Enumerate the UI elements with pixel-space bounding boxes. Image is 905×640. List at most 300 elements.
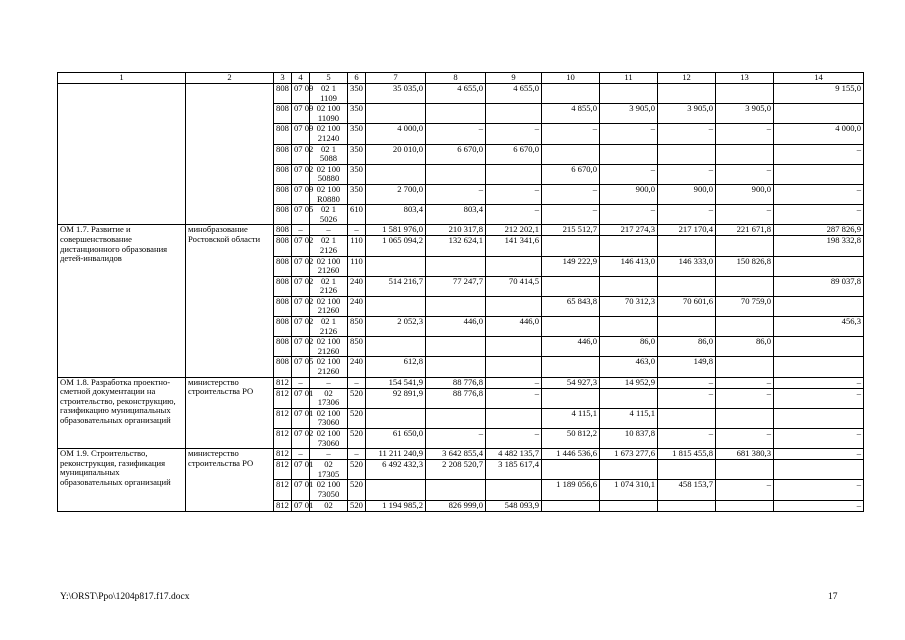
table-cell: 02 100 73050	[310, 480, 348, 500]
table-cell: –	[716, 480, 774, 500]
table-cell	[366, 256, 426, 276]
table-cell: 77 247,7	[426, 276, 486, 296]
table-cell: –	[310, 377, 348, 388]
table-cell: 88 776,8	[426, 377, 486, 388]
table-cell: 1 673 277,6	[600, 449, 658, 460]
measure-name-cell	[58, 84, 186, 225]
table-row	[58, 449, 864, 460]
table-cell: 240	[348, 296, 366, 316]
table-cell: 2 208 520,7	[426, 460, 486, 480]
table-cell: 812	[274, 429, 292, 449]
table-cell: 4 000,0	[774, 124, 864, 144]
table-cell: –	[600, 164, 658, 184]
table-cell: 612,8	[366, 357, 426, 377]
table-cell	[774, 460, 864, 480]
table-cell: 146 413,0	[600, 256, 658, 276]
table-cell: –	[310, 225, 348, 236]
table-cell	[542, 317, 600, 337]
table-cell: 6 670,0	[542, 164, 600, 184]
table-cell: 9 155,0	[774, 84, 864, 104]
header-cell: 5	[310, 73, 348, 84]
table-cell: 803,4	[366, 205, 426, 225]
table-cell	[426, 256, 486, 276]
table-cell: 4 115,1	[542, 408, 600, 428]
table-cell: 287 826,9	[774, 225, 864, 236]
table-cell	[774, 256, 864, 276]
table-cell	[542, 460, 600, 480]
table-cell: –	[600, 205, 658, 225]
table-cell: 02 1 1109	[310, 84, 348, 104]
table-cell: 86,0	[716, 337, 774, 357]
table-cell	[600, 236, 658, 256]
table-cell: 02 1 2126	[310, 276, 348, 296]
budget-table	[57, 72, 864, 512]
table-cell: 456,3	[774, 317, 864, 337]
table-cell: –	[774, 388, 864, 408]
table-cell: –	[774, 429, 864, 449]
table-cell: –	[486, 377, 542, 388]
table-cell	[600, 144, 658, 164]
table-cell: 3 642 855,4	[426, 449, 486, 460]
table-cell: 70 312,3	[600, 296, 658, 316]
table-cell	[600, 388, 658, 408]
table-cell: 02 100 R0880	[310, 184, 348, 204]
table-cell	[542, 236, 600, 256]
table-cell: 240	[348, 276, 366, 296]
table-cell	[426, 357, 486, 377]
table-cell: –	[486, 429, 542, 449]
header-cell: 12	[658, 73, 716, 84]
table-cell	[366, 104, 426, 124]
table-cell: 1 446 536,6	[542, 449, 600, 460]
table-cell	[600, 84, 658, 104]
table-cell: 61 650,0	[366, 429, 426, 449]
table-cell	[716, 357, 774, 377]
table-cell	[716, 408, 774, 428]
table-cell	[542, 84, 600, 104]
table-cell: 1 074 310,1	[600, 480, 658, 500]
table-cell	[542, 276, 600, 296]
table-cell: 520	[348, 408, 366, 428]
table-cell: 3 185 617,4	[486, 460, 542, 480]
table-cell: 808	[274, 84, 292, 104]
header-cell: 7	[366, 73, 426, 84]
table-cell: 217 170,4	[658, 225, 716, 236]
table-cell: 07 01	[292, 500, 310, 511]
table-cell: –	[716, 429, 774, 449]
table-cell: 812	[274, 449, 292, 460]
table-cell: –	[486, 184, 542, 204]
table-cell	[658, 500, 716, 511]
table-cell	[658, 236, 716, 256]
table-cell	[716, 144, 774, 164]
table-cell	[774, 408, 864, 428]
table-cell: 07 01	[292, 460, 310, 480]
table-cell: –	[542, 124, 600, 144]
executor-cell	[186, 84, 274, 225]
table-cell: 3 905,0	[658, 104, 716, 124]
table-cell: 110	[348, 236, 366, 256]
table-cell: 02 1 2126	[310, 236, 348, 256]
header-cell: 4	[292, 73, 310, 84]
table-cell: 07 02	[292, 144, 310, 164]
table-cell: 110	[348, 256, 366, 276]
table-cell: 10 837,8	[600, 429, 658, 449]
table-cell: 07 01	[292, 480, 310, 500]
table-cell: –	[426, 124, 486, 144]
table-cell: 35 035,0	[366, 84, 426, 104]
executor-cell: минобразование Ростовской области	[186, 225, 274, 377]
table-cell: 4 482 135,7	[486, 449, 542, 460]
table-cell: 221 671,8	[716, 225, 774, 236]
table-cell: –	[426, 429, 486, 449]
table-cell: 520	[348, 500, 366, 511]
table-cell	[366, 337, 426, 357]
table-cell: 07 02	[292, 317, 310, 337]
table-cell: –	[658, 164, 716, 184]
table-cell: 446,0	[542, 337, 600, 357]
table-cell	[426, 337, 486, 357]
table-cell: 681 380,3	[716, 449, 774, 460]
table-cell: 50 812,2	[542, 429, 600, 449]
table-cell: 350	[348, 144, 366, 164]
table-cell	[716, 236, 774, 256]
table-cell: 86,0	[600, 337, 658, 357]
table-cell	[486, 408, 542, 428]
table-cell: –	[658, 429, 716, 449]
table-cell: 198 332,8	[774, 236, 864, 256]
table-cell: 808	[274, 276, 292, 296]
table-cell: 520	[348, 460, 366, 480]
table-cell: –	[486, 205, 542, 225]
table-cell: –	[658, 377, 716, 388]
table-cell: 02 100 73060	[310, 429, 348, 449]
table-cell	[366, 164, 426, 184]
table-cell: 07 09	[292, 184, 310, 204]
table-cell: 350	[348, 124, 366, 144]
table-cell	[600, 317, 658, 337]
table-cell: 808	[274, 124, 292, 144]
table-cell: 02 100 21260	[310, 337, 348, 357]
table-cell: 812	[274, 388, 292, 408]
table-cell: –	[774, 377, 864, 388]
table-cell: 350	[348, 84, 366, 104]
table-cell: 808	[274, 205, 292, 225]
measure-name-cell: ОМ 1.9. Строительство, реконструкция, газификация муниципальных образовательных организаций	[58, 449, 186, 511]
table-cell: –	[716, 205, 774, 225]
table-cell: 240	[348, 357, 366, 377]
table-cell: 2 052,3	[366, 317, 426, 337]
document-path: Y:\ORST\Ppo\1204p817.f17.docx	[60, 592, 190, 602]
table-cell: –	[426, 184, 486, 204]
table-cell: 808	[274, 144, 292, 164]
table-cell: 610	[348, 205, 366, 225]
table-cell	[774, 164, 864, 184]
header-cell: 13	[716, 73, 774, 84]
table-cell: –	[658, 388, 716, 408]
table-cell: –	[774, 480, 864, 500]
table-cell: 446,0	[426, 317, 486, 337]
table-cell: 212 202,1	[486, 225, 542, 236]
table-cell: 826 999,0	[426, 500, 486, 511]
table-cell: 514 216,7	[366, 276, 426, 296]
table-cell: 07 05	[292, 205, 310, 225]
table-cell: 14 952,9	[600, 377, 658, 388]
table-cell: –	[658, 205, 716, 225]
table-cell	[658, 144, 716, 164]
header-cell: 11	[600, 73, 658, 84]
table-cell: 812	[274, 480, 292, 500]
table-cell: 3 905,0	[600, 104, 658, 124]
table-cell	[426, 480, 486, 500]
table-cell: 850	[348, 317, 366, 337]
table-cell	[600, 460, 658, 480]
measure-name-cell: ОМ 1.8. Разработка проектно-сметной документации на строительство, реконструкцию, газификацию муниципальных образовательных организаций	[58, 377, 186, 449]
table-cell: 02 1 5088	[310, 144, 348, 164]
header-cell: 1	[58, 73, 186, 84]
table-cell: 1 581 976,0	[366, 225, 426, 236]
executor-cell: министерство строительства РО	[186, 449, 274, 511]
table-cell: 4 655,0	[426, 84, 486, 104]
table-cell: 07 02	[292, 236, 310, 256]
table-cell: 446,0	[486, 317, 542, 337]
table-cell: 07 02	[292, 337, 310, 357]
table-cell: –	[716, 377, 774, 388]
table-cell: –	[292, 225, 310, 236]
table-cell: –	[310, 449, 348, 460]
header-cell: 8	[426, 73, 486, 84]
table-cell: –	[542, 205, 600, 225]
table-cell	[658, 276, 716, 296]
table-cell	[486, 164, 542, 184]
table-cell: 02 100 11090	[310, 104, 348, 124]
table-cell: 808	[274, 104, 292, 124]
table-cell: 808	[274, 296, 292, 316]
table-cell: 3 905,0	[716, 104, 774, 124]
table-cell	[366, 408, 426, 428]
table-cell	[658, 460, 716, 480]
table-cell	[486, 296, 542, 316]
table-cell: –	[716, 164, 774, 184]
table-cell: 1 815 455,8	[658, 449, 716, 460]
header-cell: 3	[274, 73, 292, 84]
table-cell: 11 211 240,9	[366, 449, 426, 460]
header-cell: 10	[542, 73, 600, 84]
table-cell: 350	[348, 104, 366, 124]
table-cell	[716, 84, 774, 104]
table-cell: –	[774, 184, 864, 204]
table-cell	[542, 144, 600, 164]
table-cell: 02 100 50880	[310, 164, 348, 184]
table-cell: 07 09	[292, 124, 310, 144]
table-cell: 02 100 21240	[310, 124, 348, 144]
table-cell: 07 02	[292, 164, 310, 184]
table-cell: 548 093,9	[486, 500, 542, 511]
table-cell: 900,0	[716, 184, 774, 204]
table-cell: 350	[348, 164, 366, 184]
table-cell: 4 655,0	[486, 84, 542, 104]
table-cell: 132 624,1	[426, 236, 486, 256]
table-cell: –	[716, 388, 774, 408]
executor-cell: министерство строительства РО	[186, 377, 274, 449]
table-cell: 149 222,9	[542, 256, 600, 276]
table-cell	[658, 408, 716, 428]
table-cell: 520	[348, 480, 366, 500]
table-cell: 812	[274, 377, 292, 388]
table-cell: 812	[274, 408, 292, 428]
table-cell: –	[542, 184, 600, 204]
table-cell	[774, 337, 864, 357]
table-cell: 4 115,1	[600, 408, 658, 428]
table-cell: 88 776,8	[426, 388, 486, 408]
table-cell: 808	[274, 225, 292, 236]
table-cell: –	[348, 449, 366, 460]
table-cell: 850	[348, 337, 366, 357]
table-cell: 210 317,8	[426, 225, 486, 236]
table-cell	[486, 480, 542, 500]
table-cell: 20 010,0	[366, 144, 426, 164]
table-cell: 92 891,9	[366, 388, 426, 408]
table-cell: –	[774, 449, 864, 460]
table-cell	[716, 500, 774, 511]
table-cell	[658, 317, 716, 337]
table-cell: 463,0	[600, 357, 658, 377]
table-cell: 808	[274, 184, 292, 204]
table-cell	[486, 104, 542, 124]
table-cell: 1 194 985,2	[366, 500, 426, 511]
table-cell: 6 670,0	[486, 144, 542, 164]
table-cell: 900,0	[600, 184, 658, 204]
table-cell: 520	[348, 388, 366, 408]
table-cell: 07 02	[292, 296, 310, 316]
table-cell: 02 17306	[310, 388, 348, 408]
table-cell	[542, 388, 600, 408]
table-cell: 02 17305	[310, 460, 348, 480]
table-cell: 65 843,8	[542, 296, 600, 316]
header-cell: 6	[348, 73, 366, 84]
table-cell: 07 02	[292, 256, 310, 276]
table-cell: 54 927,3	[542, 377, 600, 388]
table-cell: –	[774, 205, 864, 225]
table-cell: 520	[348, 429, 366, 449]
table-cell: 900,0	[658, 184, 716, 204]
table-cell: 808	[274, 317, 292, 337]
table-cell	[774, 357, 864, 377]
table-cell: 4 855,0	[542, 104, 600, 124]
table-cell	[774, 296, 864, 316]
table-cell	[542, 500, 600, 511]
table-cell: 812	[274, 460, 292, 480]
table-cell: 02	[310, 500, 348, 511]
table-cell	[774, 104, 864, 124]
table-cell: 86,0	[658, 337, 716, 357]
table-cell: –	[348, 225, 366, 236]
table-cell: 02 1 5026	[310, 205, 348, 225]
table-header-row	[58, 73, 864, 84]
table-cell: 02 100 21260	[310, 357, 348, 377]
table-cell: 803,4	[426, 205, 486, 225]
table-cell: 07 02	[292, 276, 310, 296]
table-cell	[486, 256, 542, 276]
table-cell: 808	[274, 357, 292, 377]
page-number: 17	[828, 592, 838, 602]
table-cell	[658, 84, 716, 104]
table-cell: –	[292, 377, 310, 388]
table-row	[58, 84, 864, 104]
table-cell: 07 01	[292, 408, 310, 428]
table-cell	[716, 460, 774, 480]
table-cell: 6 670,0	[426, 144, 486, 164]
table-cell: 02 100 21260	[310, 256, 348, 276]
table-cell	[366, 480, 426, 500]
table-row	[58, 377, 864, 388]
table-cell: 1 189 056,6	[542, 480, 600, 500]
table-row	[58, 225, 864, 236]
table-cell	[600, 500, 658, 511]
table-cell	[426, 164, 486, 184]
table-cell: 149,8	[658, 357, 716, 377]
table-cell: 146 333,0	[658, 256, 716, 276]
table-cell: 1 065 094,2	[366, 236, 426, 256]
table-cell: 02 100 73060	[310, 408, 348, 428]
table-cell: –	[486, 388, 542, 408]
table-cell: 07 01	[292, 388, 310, 408]
table-cell: 70 601,6	[658, 296, 716, 316]
table-cell	[426, 408, 486, 428]
table-cell: 70 759,0	[716, 296, 774, 316]
table-cell: –	[348, 377, 366, 388]
measure-name-cell: ОМ 1.7. Развитие и совершенствование дистанционного образования детей-инвалидов	[58, 225, 186, 377]
table-cell: 07 09	[292, 84, 310, 104]
table-cell: –	[658, 124, 716, 144]
table-cell: 2 700,0	[366, 184, 426, 204]
header-cell: 9	[486, 73, 542, 84]
table-cell	[716, 317, 774, 337]
table-cell: 150 826,8	[716, 256, 774, 276]
table-cell: 217 274,3	[600, 225, 658, 236]
table-cell	[366, 296, 426, 316]
table-cell: –	[292, 449, 310, 460]
table-cell	[716, 276, 774, 296]
table-cell: –	[716, 124, 774, 144]
table-cell: 02 1 2126	[310, 317, 348, 337]
table-cell	[426, 104, 486, 124]
table-cell: –	[600, 124, 658, 144]
header-cell: 2	[186, 73, 274, 84]
table-cell: 154 541,9	[366, 377, 426, 388]
table-cell: 07 05	[292, 357, 310, 377]
table-cell: 215 512,7	[542, 225, 600, 236]
table-cell: –	[774, 144, 864, 164]
table-cell: 6 492 432,3	[366, 460, 426, 480]
table-cell: 812	[274, 500, 292, 511]
table-cell	[542, 357, 600, 377]
table-cell	[486, 337, 542, 357]
table-cell: –	[486, 124, 542, 144]
table-cell: 89 037,8	[774, 276, 864, 296]
table-cell: 808	[274, 236, 292, 256]
table-cell: 808	[274, 337, 292, 357]
table-cell: 808	[274, 164, 292, 184]
table-cell	[426, 296, 486, 316]
table-cell	[486, 357, 542, 377]
table-cell: 02 100 21260	[310, 296, 348, 316]
table-cell: 458 153,7	[658, 480, 716, 500]
table-cell: 350	[348, 184, 366, 204]
table-cell: 808	[274, 256, 292, 276]
table-cell: 07 09	[292, 104, 310, 124]
table-cell: 4 000,0	[366, 124, 426, 144]
